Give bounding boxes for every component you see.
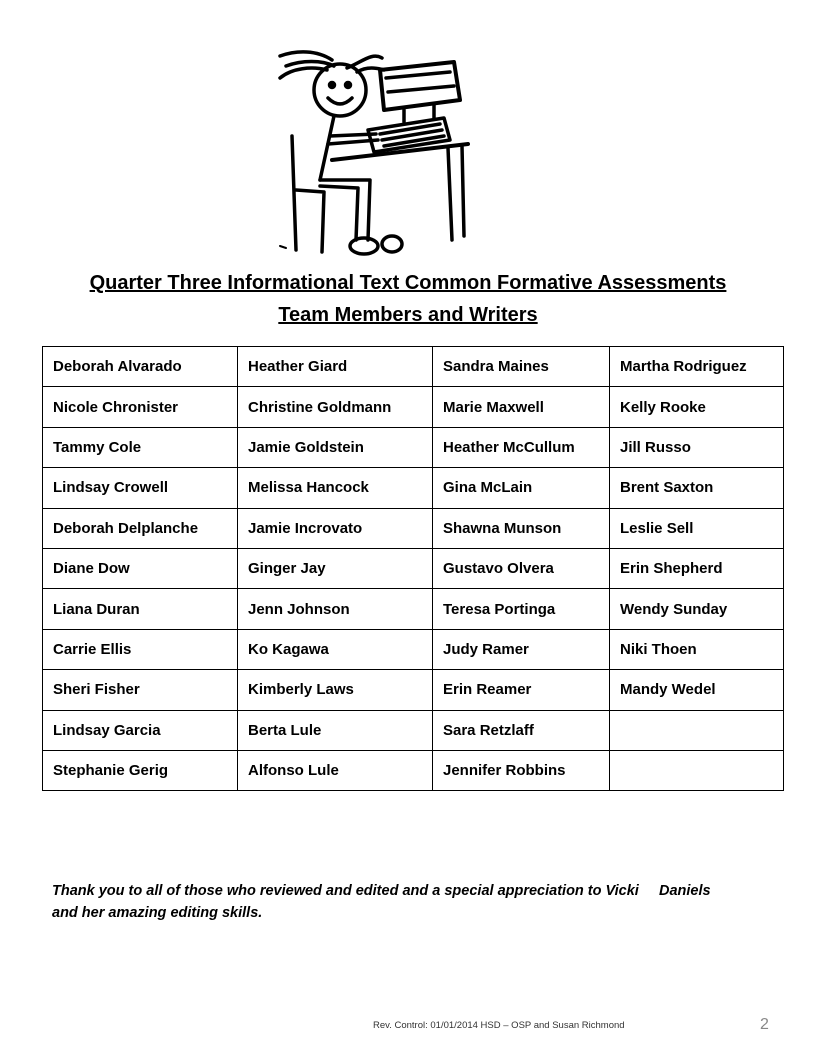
table-row [43, 548, 784, 588]
child-at-computer-drawing-icon [272, 40, 472, 262]
member-name-cell: Deborah Alvarado [43, 347, 238, 387]
member-name-cell: Berta Lule [238, 710, 433, 750]
member-name-cell: Shawna Munson [433, 508, 610, 548]
table-row [43, 427, 784, 467]
revision-control-footer: Rev. Control: 01/01/2014 HSD – OSP and Susan Richmond [373, 1020, 625, 1031]
member-name-cell: Sandra Maines [433, 347, 610, 387]
member-name-cell: Tammy Cole [43, 427, 238, 467]
member-name-cell: Deborah Delplanche [43, 508, 238, 548]
thank-you-line-2: and her amazing editing skills. [52, 905, 263, 921]
table-row [43, 589, 784, 629]
member-name-cell: Kelly Rooke [610, 387, 784, 427]
member-name-cell: Lindsay Garcia [43, 710, 238, 750]
member-name-cell: Jamie Goldstein [238, 427, 433, 467]
member-name-cell: Diane Dow [43, 548, 238, 588]
member-name-cell: Jenn Johnson [238, 589, 433, 629]
thank-you-note [52, 880, 800, 924]
member-name-cell: Alfonso Lule [238, 750, 433, 790]
member-name-cell: Heather Giard [238, 347, 433, 387]
member-name-cell [610, 750, 784, 790]
member-name-cell: Erin Shepherd [610, 548, 784, 588]
page-subtitle: Team Members and Writers [278, 304, 538, 326]
member-name-cell: Wendy Sunday [610, 589, 784, 629]
table-row [43, 468, 784, 508]
table-row [43, 347, 784, 387]
member-name-cell: Niki Thoen [610, 629, 784, 669]
table-row [43, 387, 784, 427]
member-name-cell: Martha Rodriguez [610, 347, 784, 387]
member-name-cell [610, 710, 784, 750]
member-name-cell: Sara Retzlaff [433, 710, 610, 750]
member-name-cell: Gina McLain [433, 468, 610, 508]
member-name-cell: Carrie Ellis [43, 629, 238, 669]
member-name-cell: Stephanie Gerig [43, 750, 238, 790]
page-number: 2 [760, 1016, 769, 1033]
thank-you-line-1: Thank you to all of those who reviewed and edited and a special appreciation to Vicki Daniels [52, 883, 711, 899]
table-row [43, 710, 784, 750]
table-row [43, 629, 784, 669]
member-name-cell: Leslie Sell [610, 508, 784, 548]
member-name-cell: Mandy Wedel [610, 670, 784, 710]
member-name-cell: Ginger Jay [238, 548, 433, 588]
member-name-cell: Judy Ramer [433, 629, 610, 669]
page-title: Quarter Three Informational Text Common Formative Assessments [89, 272, 727, 294]
member-name-cell: Gustavo Olvera [433, 548, 610, 588]
member-name-cell: Teresa Portinga [433, 589, 610, 629]
member-name-cell: Heather McCullum [433, 427, 610, 467]
member-name-cell: Lindsay Crowell [43, 468, 238, 508]
member-name-cell: Christine Goldmann [238, 387, 433, 427]
member-name-cell: Jill Russo [610, 427, 784, 467]
table-row [43, 508, 784, 548]
member-name-cell: Jamie Incrovato [238, 508, 433, 548]
team-members-table [42, 346, 784, 791]
member-name-cell: Nicole Chronister [43, 387, 238, 427]
member-name-cell: Liana Duran [43, 589, 238, 629]
member-name-cell: Jennifer Robbins [433, 750, 610, 790]
table-row [43, 670, 784, 710]
member-name-cell: Melissa Hancock [238, 468, 433, 508]
member-name-cell: Brent Saxton [610, 468, 784, 508]
member-name-cell: Kimberly Laws [238, 670, 433, 710]
table-row [43, 750, 784, 790]
member-name-cell: Sheri Fisher [43, 670, 238, 710]
member-name-cell: Ko Kagawa [238, 629, 433, 669]
member-name-cell: Erin Reamer [433, 670, 610, 710]
member-name-cell: Marie Maxwell [433, 387, 610, 427]
